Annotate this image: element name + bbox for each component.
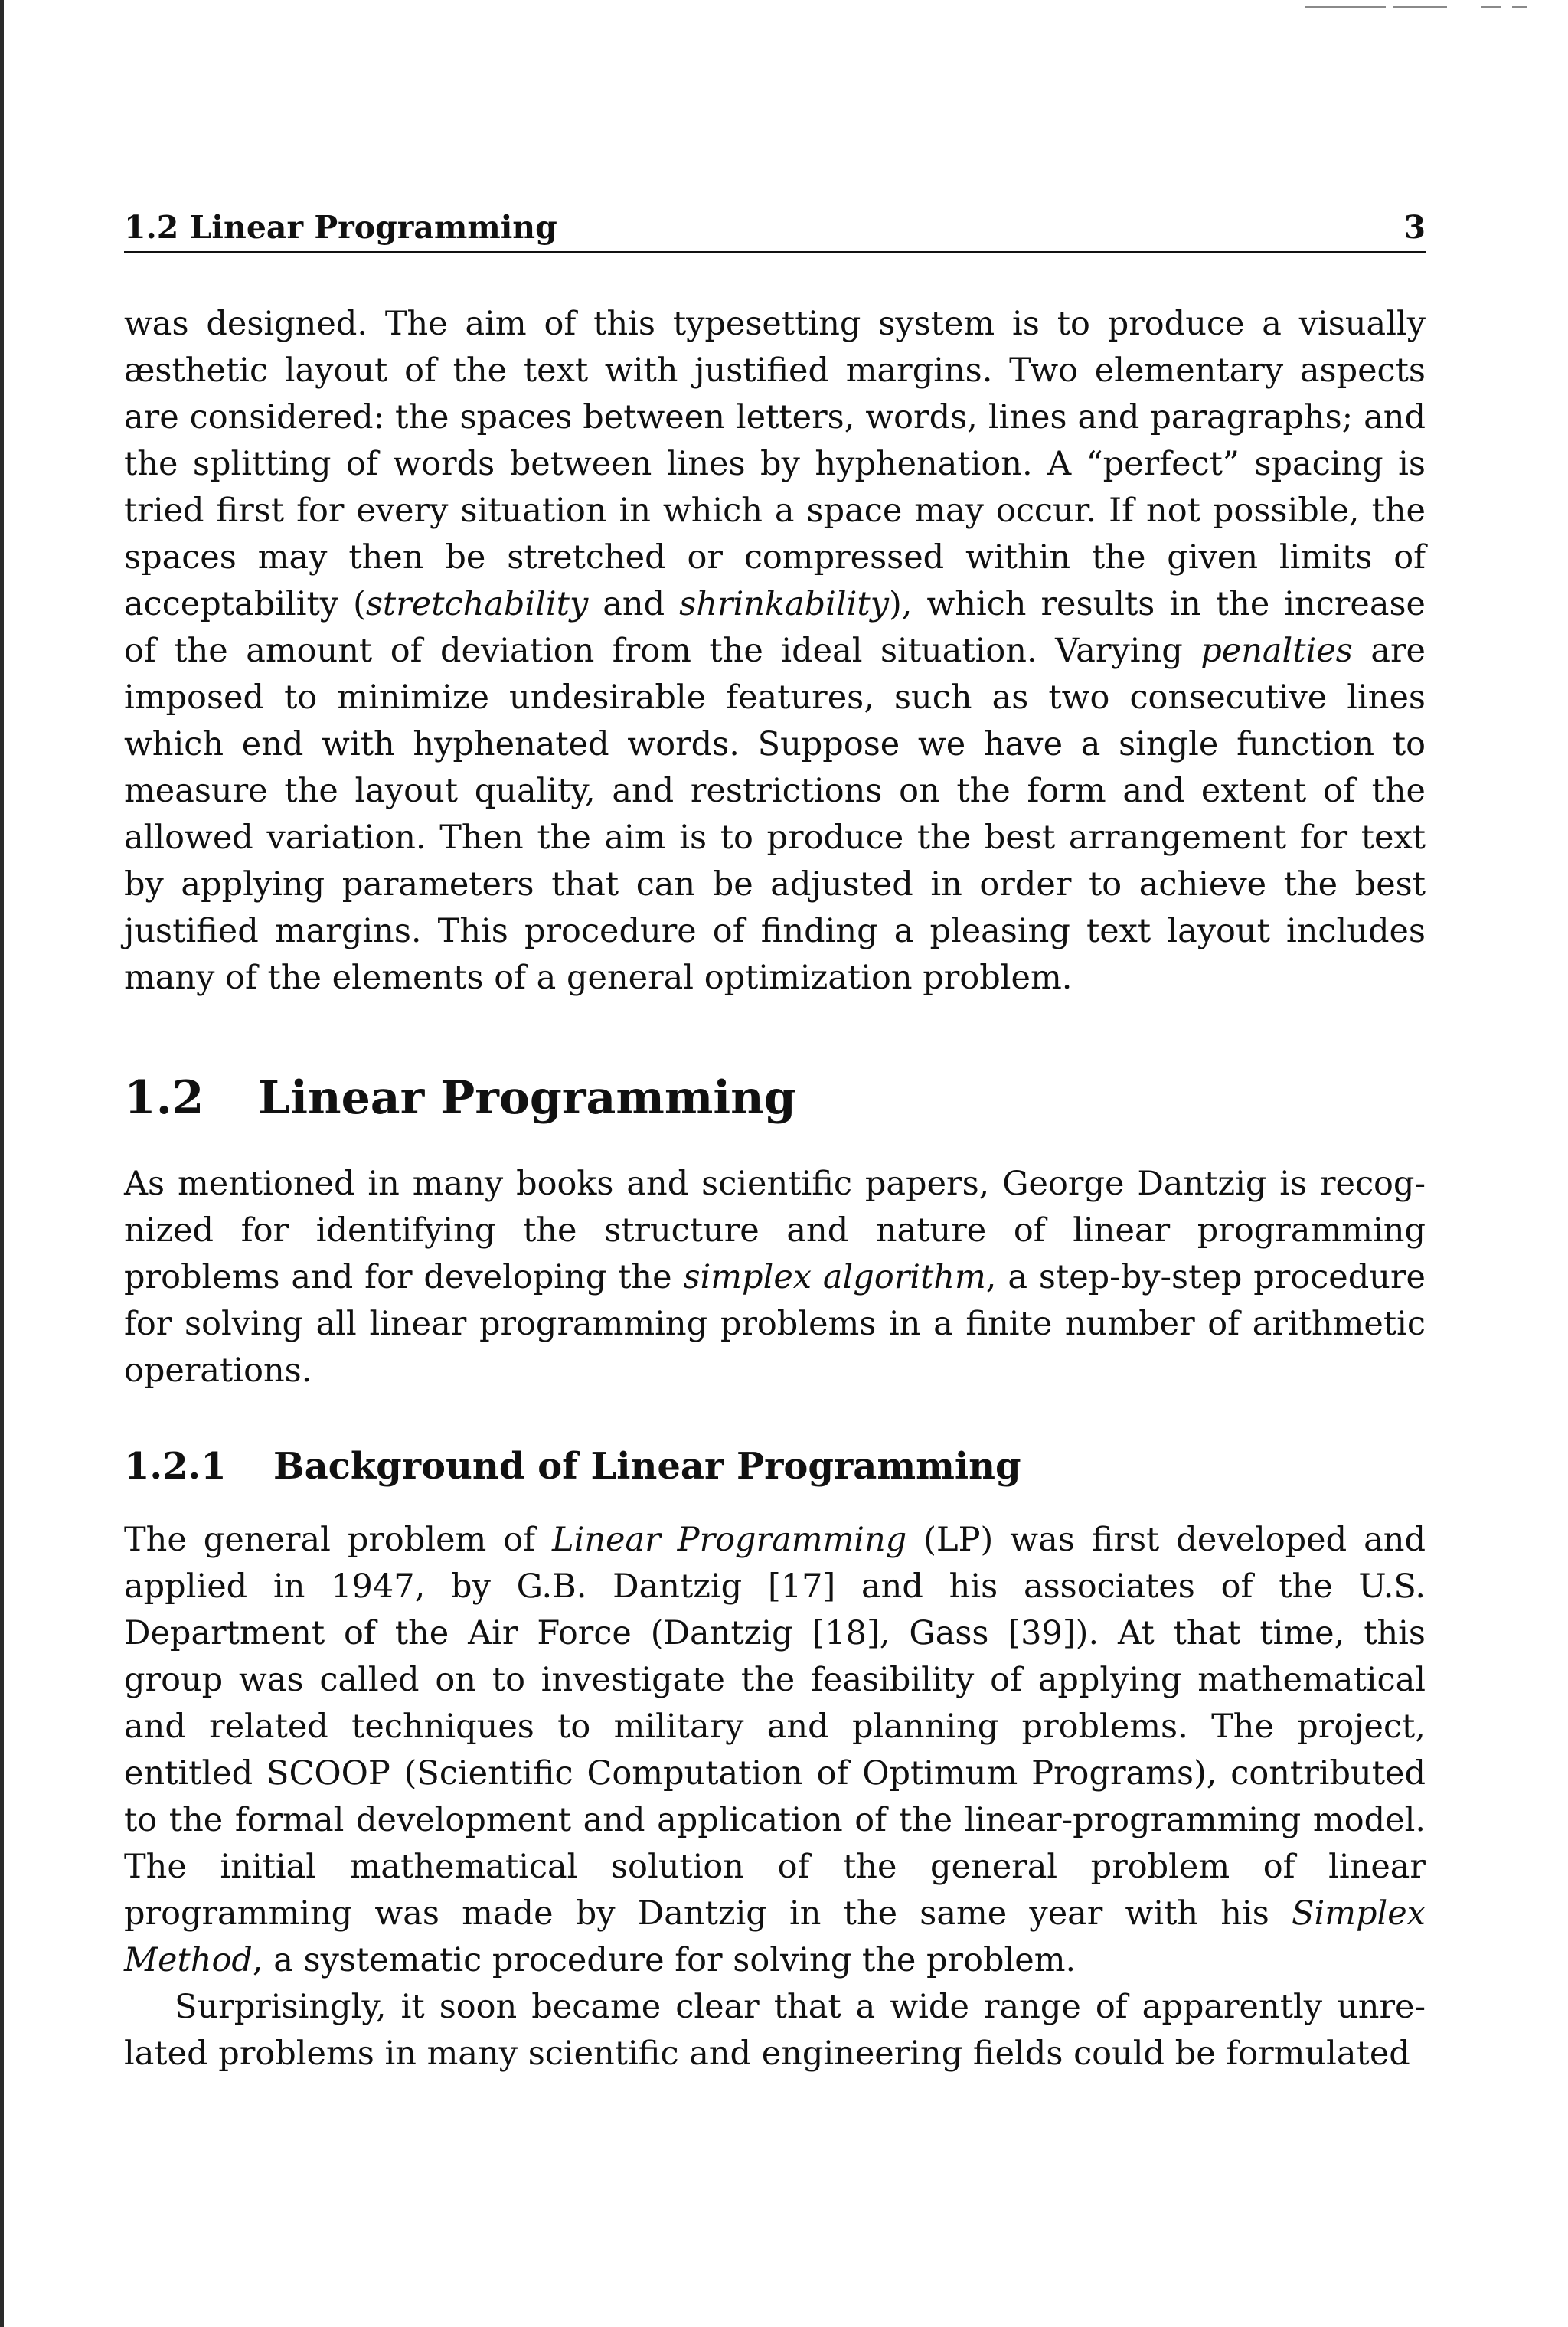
italic-term: Linear Programming bbox=[552, 1521, 907, 1559]
text-run: The general problem of bbox=[124, 1521, 553, 1559]
section-title: Linear Programming bbox=[258, 1071, 796, 1125]
text-run: , a step-by-step procedure for solving all linear programming problems in a finite number of arithmetic operations. bbox=[124, 1258, 1426, 1390]
section-heading bbox=[124, 1067, 1426, 1129]
scan-mark bbox=[1305, 6, 1386, 8]
text-run: ), which results in the increase of the amount of deviation from the ideal situation. Varying bbox=[124, 585, 1426, 670]
italic-term: simplex algorithm bbox=[683, 1258, 986, 1296]
text-run: are imposed to minimize undesirable features, such as two consecutive lines which end with hyphenated words. Suppose we have a single function to measure the layout quality, and restrictions on the form and extent of the allowed variation. Then the aim is to produce the best arrangement for text by applying parameters that can be adjusted in order to achieve the best justified margins. This procedure of finding a pleasing text layout includes many of the elements of a general optimization problem. bbox=[124, 632, 1426, 997]
italic-term: stretchability bbox=[365, 585, 589, 623]
text-run: , a systematic procedure for solving the problem. bbox=[252, 1941, 1076, 1979]
subsection-title: Background of Linear Programming bbox=[273, 1445, 1021, 1488]
italic-term: shrinkability bbox=[679, 585, 889, 623]
page-number: 3 bbox=[1403, 209, 1426, 246]
paragraph-surprisingly bbox=[124, 1984, 1426, 2077]
italic-term: penalties bbox=[1200, 632, 1353, 670]
paragraph-background bbox=[124, 1517, 1426, 1984]
scan-edge bbox=[0, 0, 4, 2327]
running-header bbox=[124, 207, 1426, 253]
paragraph-typesetting bbox=[124, 301, 1426, 1002]
subsection-heading bbox=[124, 1442, 1426, 1491]
paragraph-dantzig bbox=[124, 1161, 1426, 1394]
text-run: and bbox=[588, 585, 680, 623]
text-run: As mentioned in many books and scientific papers, George Dantzig is recognized for identifying the structure and nature of linear programming problems and for developing the bbox=[124, 1165, 1426, 1296]
italic-term: Simplex Method bbox=[124, 1894, 1426, 1979]
text-run: was designed. The aim of this typesetting system is to produce a visually æsthetic layout of the text with justified margins. Two elementary aspects are considered: the spaces between letters, words, lines and paragraphs; and the splitting of words between lines by hyphenation. A “perfect” spacing is tried first for every situation in which a space may occur. If not possible, the spaces may then be stretched or compressed within the given limits of acceptability ( bbox=[124, 305, 1426, 623]
subsection-number: 1.2.1 bbox=[124, 1445, 227, 1488]
scan-mark bbox=[1393, 6, 1447, 8]
running-title: 1.2 Linear Programming bbox=[124, 209, 557, 246]
scan-mark bbox=[1481, 6, 1501, 8]
section-number: 1.2 bbox=[124, 1071, 204, 1125]
book-page bbox=[124, 207, 1426, 2077]
text-run: (LP) was first developed and applied in 1947, by G.B. Dantzig [17] and his associates of the U.S. Department of the Air Force (Dantzig [18], Gass [39]). At that time, this group was called on to investigate the feasibility of applying mathematical and related techniques to military and planning problems. The project, entitled SCOOP (Scientific Computation of Optimum Programs), contributed to the formal development and application of the linear-programming model. The initial mathematical solution of the general problem of linear programming was made by Dantzig in the same year with his bbox=[124, 1521, 1426, 1933]
text-run: Surprisingly, it soon became clear that a wide range of apparently unrelated problems in many scientific and engineering fields could be formulated bbox=[124, 1988, 1426, 2073]
scan-mark bbox=[1512, 6, 1527, 8]
